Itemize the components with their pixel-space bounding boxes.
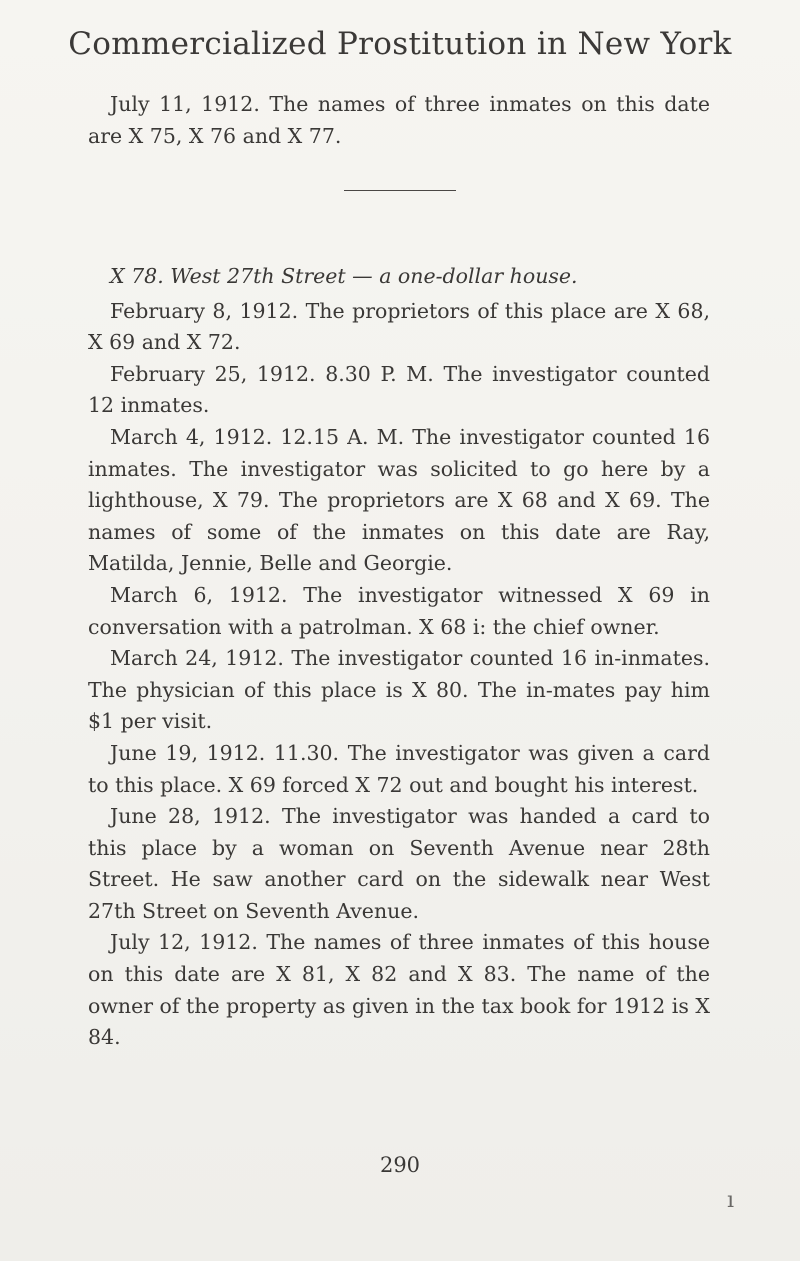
running-head: Commercialized Prostitution in New York (68, 26, 732, 62)
entry-paragraph: March 24, 1912. The investigator counted 16 in-inmates. The physician of this place is X 80. The in-mates pay him $1 per visit. (88, 646, 710, 734)
entry-paragraph: July 12, 1912. The names of three inmates of this house on this date are X 81, X 82 and X 83. The name of the owner of the property as given in the tax book for 1912 is X 84. (88, 930, 710, 1050)
entry-paragraph: June 28, 1912. The investigator was handed a card to this place by a woman on Seventh Avenue near 28th Street. He saw another card on the sidewalk near West 27th Street on Seventh Avenue. (88, 804, 710, 923)
entry-paragraph: June 19, 1912. 11.30. The investigator was given a card to this place. X 69 forced X 72 out and bought his interest. (88, 740, 710, 797)
entry-paragraph: March 4, 1912. 12.15 A. M. The investigator counted 16 inmates. The investigator was solicited to go here by a lighthouse, X 79. The proprietors are X 68 and X 69. The names of some of the inmates on this date are Ray, Matilda, Jennie, Belle and Georgie. (88, 424, 710, 576)
corner-mark: ı (727, 1188, 735, 1213)
entry-paragraph: March 6, 1912. The investigator witnessed X 69 in conversation with a patrolman. X 68 i: the chief owner. (88, 582, 710, 639)
entry-block (88, 261, 710, 1054)
intro-paragraph: July 11, 1912. The names of three inmates on this date are X 75, X 76 and X 77. (88, 92, 710, 148)
page-number: 290 (379, 1153, 421, 1177)
entry-paragraph: February 25, 1912. 8.30 P. M. The investigator counted 12 inmates. (88, 361, 710, 418)
intro-block (88, 89, 710, 152)
entry-paragraph: February 8, 1912. The proprietors of this place are X 68, X 69 and X 72. (88, 298, 710, 355)
entry-heading: X 78. West 27th Street — a one-dollar house. (110, 264, 578, 288)
section-divider (344, 190, 456, 191)
